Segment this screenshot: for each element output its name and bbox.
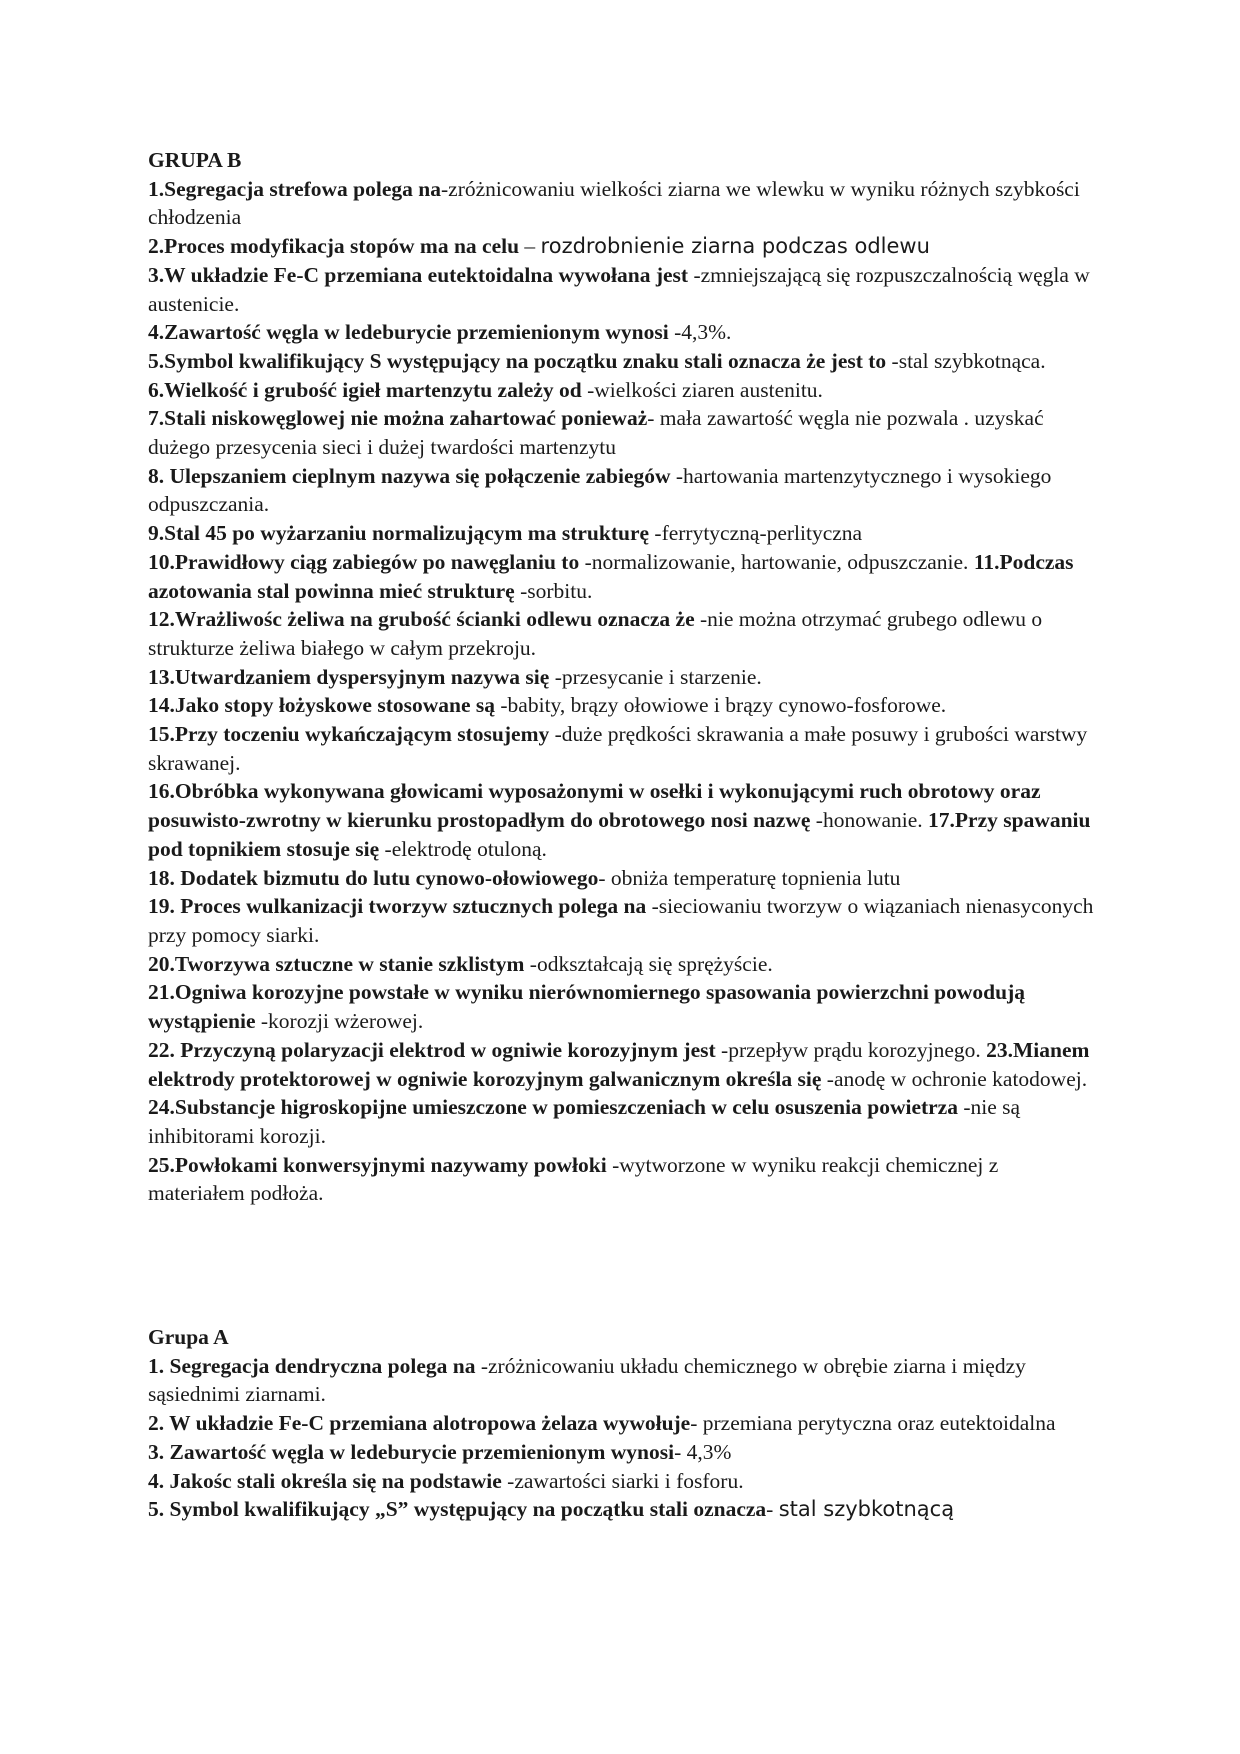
- document-page: [148, 146, 1098, 1524]
- answer-text: -4,3%.: [668, 320, 732, 345]
- answer-text: stal szybkotnącą: [778, 1497, 955, 1522]
- question-text: 1. Segregacja dendryczna polega na: [148, 1353, 476, 1378]
- question-text: 8. Ulepszaniem cieplnym nazywa się połączenie zabiegów: [148, 463, 671, 488]
- answer-item: [148, 950, 1098, 979]
- answer-item: [148, 462, 1098, 519]
- section-spacer: [148, 1208, 1098, 1323]
- answer-item: [148, 1495, 1098, 1524]
- question-text: 23.Mianem elektrody protektorowej w ogniwie korozyjnym galwanicznym określa się: [148, 1037, 1090, 1091]
- answer-text: -zróżnicowaniu wielkości ziarna we wlewku w wyniku różnych szybkości chłodzenia: [148, 176, 1080, 230]
- question-text: 11.Podczas azotowania stal powinna mieć strukturę: [148, 549, 1074, 603]
- answer-item: [148, 1438, 1098, 1467]
- answer-text: -sorbitu.: [514, 578, 593, 603]
- answer-text: -elektrodę otuloną.: [379, 836, 547, 861]
- answer-text: -zróżnicowaniu układu chemicznego w obrębie ziarna i między sąsiednimi ziarnami.: [148, 1353, 1026, 1407]
- answer-item: [148, 1352, 1098, 1409]
- question-text: 16.Obróbka wykonywana głowicami wyposażonymi w osełki i wykonującymi ruch obrotowy oraz posuwisto-zwrotny w kierunku prostopadłym do obrotowego nosi nazwę: [148, 779, 1041, 833]
- question-text: 4. Jakośc stali określa się na podstawie: [148, 1468, 502, 1493]
- answer-text: -zawartości siarki i fosforu.: [501, 1468, 744, 1493]
- answer-item: [148, 978, 1098, 1035]
- answer-item: [148, 1151, 1098, 1208]
- question-text: 1.Segregacja strefowa polega na: [148, 176, 441, 201]
- answer-item: [148, 232, 1098, 261]
- answer-text: - obniża temperaturę topnienia lutu: [598, 865, 901, 890]
- question-text: 6.Wielkość i grubość igieł martenzytu zależy od: [148, 377, 582, 402]
- answer-text: -babity, brązy ołowiowe i brązy cynowo-fosforowe.: [495, 693, 947, 718]
- question-text: 3.W układzie Fe-C przemiana eutektoidalna wywołana jest: [148, 262, 689, 287]
- answer-text: -: [766, 1497, 779, 1522]
- section-heading: GRUPA B: [148, 148, 242, 172]
- answer-text: -przepływ prądu korozyjnego.: [715, 1037, 987, 1062]
- question-text: 12.Wrażliwośc żeliwa na grubość ścianki odlewu oznacza że: [148, 607, 695, 632]
- answer-item: [148, 1036, 1098, 1093]
- question-text: 15.Przy toczeniu wykańczającym stosujemy: [148, 722, 550, 747]
- section-grupa-a: [148, 1323, 1098, 1524]
- question-text: 17.Przy spawaniu pod topnikiem stosuje się: [148, 808, 1091, 861]
- question-text: 4.Zawartość węgla w ledeburycie przemienionym wynosi: [148, 320, 669, 345]
- answer-item: [148, 864, 1098, 893]
- question-text: 22. Przyczyną polaryzacji elektrod w ogniwie korozyjnym jest: [148, 1037, 716, 1062]
- answer-item: [148, 347, 1098, 376]
- question-text: 3. Zawartość węgla w ledeburycie przemienionym wynosi: [148, 1439, 675, 1464]
- answer-item: [148, 777, 1098, 863]
- answer-text: -korozji wżerowej.: [255, 1009, 424, 1034]
- answer-text: -ferrytyczną-perlityczna: [649, 521, 863, 546]
- question-text: 25.Powłokami konwersyjnymi nazywamy powłoki: [148, 1152, 607, 1177]
- answer-item: [148, 1409, 1098, 1438]
- section-heading: Grupa A: [148, 1325, 229, 1350]
- question-text: 5.Symbol kwalifikujący S występujący na początku znaku stali oznacza że jest to: [148, 348, 887, 373]
- answer-list: [148, 175, 1098, 1208]
- answer-item: [148, 1093, 1098, 1150]
- answer-item: [148, 175, 1098, 232]
- question-text: 19. Proces wulkanizacji tworzyw sztucznych polega na: [148, 894, 647, 919]
- answer-item: [148, 892, 1098, 949]
- question-text: 13.Utwardzaniem dyspersyjnym nazywa się: [148, 664, 550, 689]
- question-text: 14.Jako stopy łożyskowe stosowane są: [148, 693, 496, 718]
- answer-text: - 4,3%: [674, 1439, 732, 1464]
- answer-item: [148, 548, 1098, 605]
- answer-text: –: [519, 234, 541, 259]
- answer-text: -honowanie.: [810, 808, 929, 833]
- question-text: 5. Symbol kwalifikujący „S” występujący na początku stali oznacza: [148, 1497, 767, 1522]
- answer-item: [148, 376, 1098, 405]
- answer-item: [148, 605, 1098, 662]
- question-text: 2.Proces modyfikacja stopów ma na celu: [148, 234, 520, 259]
- answer-item: [148, 404, 1098, 461]
- answer-text: -wytworzone w wyniku reakcji chemicznej z materiałem podłoża.: [148, 1152, 999, 1206]
- question-text: 7.Stali niskowęglowej nie można zahartować ponieważ: [148, 406, 648, 431]
- answer-text: rozdrobnienie ziarna podczas odlewu: [540, 234, 930, 259]
- answer-text: -hartowania martenzytycznego i wysokiego odpuszczania.: [148, 463, 1052, 517]
- answer-item: [148, 261, 1098, 318]
- answer-text: -odkształcają się sprężyście.: [524, 951, 773, 976]
- answer-text: -stal szybkotnąca.: [886, 348, 1046, 373]
- question-text: 21.Ogniwa korozyjne powstałe w wyniku nierównomiernego spasowania powierzchni powodują wystąpienie: [148, 980, 1025, 1034]
- question-text: 10.Prawidłowy ciąg zabiegów po nawęglaniu to: [148, 549, 580, 574]
- answer-item: [148, 663, 1098, 692]
- answer-item: [148, 691, 1098, 720]
- answer-text: -nie można otrzymać grubego odlewu o strukturze żeliwa białego w całym przekroju.: [148, 607, 1043, 660]
- answer-text: -wielkości ziaren austenitu.: [581, 377, 823, 402]
- answer-text: -zmniejszającą się rozpuszczalnością węgla w austenicie.: [148, 262, 1090, 316]
- answer-item: [148, 519, 1098, 548]
- answer-text: -duże prędkości skrawania a małe posuwy i grubości warstwy skrawanej.: [148, 722, 1088, 775]
- answer-text: -normalizowanie, hartowanie, odpuszczanie.: [579, 549, 974, 574]
- question-text: 24.Substancje higroskopijne umieszczone w pomieszczeniach w celu osuszenia powietrza: [148, 1095, 958, 1120]
- question-text: 18. Dodatek bizmutu do lutu cynowo-ołowiowego: [148, 865, 599, 890]
- answer-text: -anodę w ochronie katodowej.: [821, 1066, 1088, 1091]
- question-text: 20.Tworzywa sztuczne w stanie szklistym: [148, 951, 525, 976]
- question-text: 2. W układzie Fe-C przemiana alotropowa żelaza wywołuje: [148, 1411, 691, 1436]
- section-grupa-b: [148, 146, 1098, 1208]
- question-text: 9.Stal 45 po wyżarzaniu normalizującym ma strukturę: [148, 521, 650, 546]
- answer-text: - przemiana perytyczna oraz eutektoidalna: [690, 1411, 1056, 1436]
- answer-text: - mała zawartość węgla nie pozwala . uzyskać dużego przesycenia sieci i dużej twardości martenzytu: [148, 406, 1044, 460]
- answer-list: [148, 1352, 1098, 1524]
- answer-text: -przesycanie i starzenie.: [549, 664, 762, 689]
- answer-item: [148, 318, 1098, 347]
- answer-text: -nie są inhibitorami korozji.: [148, 1095, 1021, 1148]
- answer-text: -sieciowaniu tworzyw o wiązaniach nienasyconych przy pomocy siarki.: [148, 894, 1094, 947]
- answer-item: [148, 1467, 1098, 1496]
- answer-item: [148, 720, 1098, 777]
